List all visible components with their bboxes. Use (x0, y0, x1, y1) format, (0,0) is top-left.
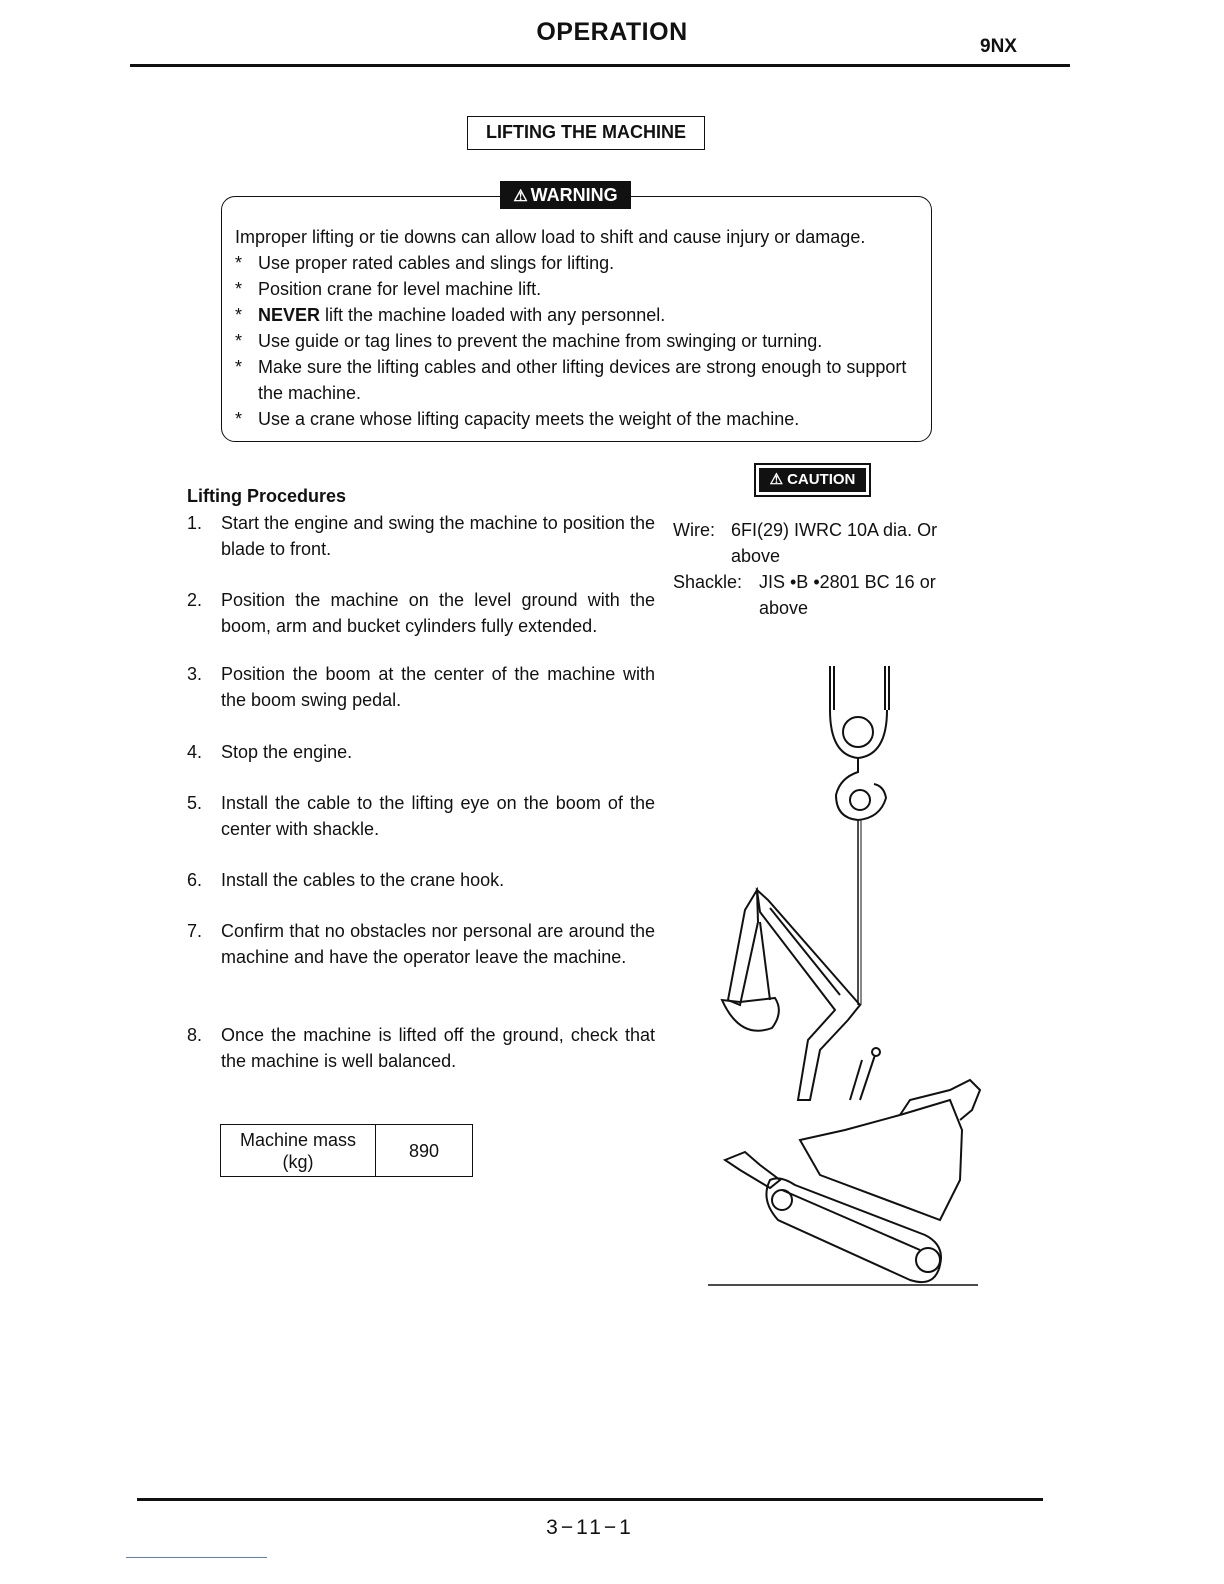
asterisk-bullet-icon: * (235, 279, 243, 299)
procedure-step: 8. Once the machine is lifted off the ground, check that the machine is well balanced. (187, 1025, 655, 1071)
warning-item: * NEVER lift the machine loaded with any personnel. (235, 302, 925, 328)
page-header-title: OPERATION (536, 18, 688, 46)
caution-triangle-icon: ⚠ (769, 471, 784, 488)
warning-never-emphasis: NEVER (258, 305, 321, 325)
lifting-illustration (700, 660, 990, 1290)
arm (728, 890, 758, 1005)
sheave-icon (843, 717, 873, 747)
warning-item: * Make sure the lifting cables and other lifting devices are strong enough to support the machine. (235, 354, 925, 406)
warning-badge-label: WARNING (530, 185, 618, 205)
wire-label: Wire: (673, 520, 715, 540)
shackle-spec (673, 569, 963, 621)
dozer-blade (725, 1152, 780, 1188)
asterisk-bullet-icon: * (235, 305, 243, 325)
wire-value: 6FI(29) IWRC 10A dia. Or above (731, 520, 938, 566)
asterisk-bullet-icon: * (235, 253, 243, 273)
procedure-step: 3. Position the boom at the center of the machine with the boom swing pedal. (187, 664, 655, 710)
bucket (722, 998, 779, 1031)
machine-mass-table (220, 1124, 473, 1177)
procedure-step: 2. Position the machine on the level ground with the boom, arm and bucket cylinders fully extended. (187, 590, 655, 636)
procedure-step: 6. Install the cables to the crane hook. (187, 870, 505, 890)
boom (757, 890, 860, 1100)
warning-badge (500, 181, 631, 209)
footer-divider (137, 1498, 1043, 1501)
mass-label-cell: Machine mass (kg) (221, 1125, 376, 1177)
asterisk-bullet-icon: * (235, 409, 243, 429)
warning-intro: Improper lifting or tie downs can allow load to shift and cause injury or damage. (235, 227, 866, 247)
procedure-step: 5. Install the cable to the lifting eye on the boom of the center with shackle. (187, 793, 655, 839)
shackle-value: JIS •B •2801 BC 16 or above (759, 572, 936, 618)
sprocket-wheel (772, 1190, 792, 1210)
page-edge-line (126, 1557, 267, 1558)
procedure-step: 4. Stop the engine. (187, 742, 353, 762)
warning-item: * Position crane for level machine lift. (235, 276, 925, 302)
upper-structure (800, 1100, 962, 1220)
warning-item: * Use guide or tag lines to prevent the machine from swinging or turning. (235, 328, 925, 354)
header-divider (130, 64, 1070, 67)
section-title: LIFTING THE MACHINE (467, 116, 705, 150)
page-number: 3−11−1 (546, 1516, 634, 1539)
warning-item: * Use proper rated cables and slings for lifting. (235, 250, 925, 276)
caution-badge-label: CAUTION (787, 471, 856, 488)
asterisk-bullet-icon: * (235, 357, 243, 377)
idler-wheel (916, 1248, 940, 1272)
warning-text (235, 224, 925, 432)
procedures-title: Lifting Procedures (187, 486, 347, 506)
shackle-label: Shackle: (673, 572, 743, 592)
warning-item: * Use a crane whose lifting capacity meets the weight of the machine. (235, 406, 925, 432)
procedure-step: 1. Start the engine and swing the machine to position the blade to front. (187, 513, 655, 559)
mass-value-cell: 890 (376, 1125, 473, 1177)
operator-seat (900, 1080, 980, 1120)
model-code: 9NX (980, 36, 1017, 57)
procedure-step: 7. Confirm that no obstacles nor personal are around the machine and have the operator leave the machine. (187, 921, 655, 967)
warning-list (235, 250, 925, 432)
asterisk-bullet-icon: * (235, 331, 243, 351)
wire-spec (673, 517, 963, 569)
warning-triangle-icon: ⚠ (513, 188, 528, 205)
caution-badge (754, 463, 871, 497)
